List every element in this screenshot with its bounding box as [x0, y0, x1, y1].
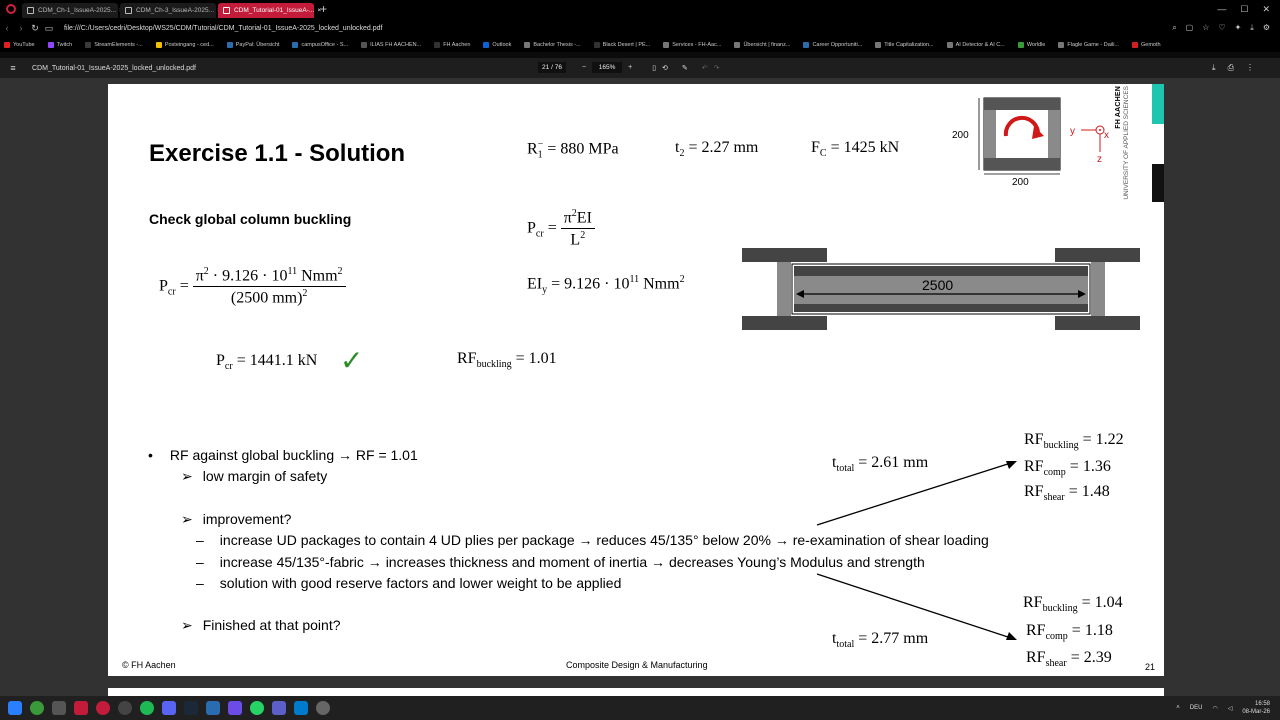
- option-1-t-total: 2.61 mm: [871, 454, 929, 471]
- tab-favicon-icon: [125, 7, 132, 14]
- download-icon[interactable]: ⤓: [1250, 23, 1254, 32]
- height-dim-label: 200: [952, 130, 969, 141]
- bookmark-label: Bachelor Thesis -...: [533, 42, 581, 48]
- bookmark-label: FH Aachen: [443, 42, 471, 48]
- checkmark-icon: ✓: [340, 344, 364, 377]
- download-pdf-icon[interactable]: ⤓: [1212, 63, 1216, 72]
- option-1-rf-buckling: $RF_{buckling} = 1.22$: [1024, 431, 1124, 452]
- pdf-filename: CDM_Tutorial-01_IssueA-2025_locked_unlocked.pdf: [32, 64, 196, 72]
- clock[interactable]: [1242, 700, 1270, 716]
- bookmark-item[interactable]: [1018, 42, 1046, 48]
- option-2-rf-shear: $RF_{shear} = 2.39$: [1026, 649, 1112, 670]
- formula-pcr-general: $P_{cr}$ = $\frac{\pi^2EI}{L^2}$: [527, 208, 595, 250]
- arrowhead-option-1-icon: [1006, 461, 1017, 469]
- option-arrows: [808, 454, 1038, 654]
- app-icon[interactable]: [206, 701, 220, 715]
- file-icon: ▭: [44, 22, 54, 33]
- eiy-exponent: 11: [629, 274, 640, 285]
- tab-title: CDM_Ch-1_IssueA-2025...: [38, 7, 117, 14]
- browser-logo-icon[interactable]: [6, 4, 16, 14]
- bookmark-label: Career Opportuniti...: [812, 42, 863, 48]
- option-1-rf-buckling-value: 1.22: [1095, 431, 1124, 448]
- undo-icon[interactable]: ↶: [701, 64, 708, 72]
- bookmark-favicon-icon: [48, 42, 54, 48]
- url-field[interactable]: file:///C:/Users/cedri/Desktop/WS25/CDM/Tutorial/CDM_Tutorial-01_IssueA-2025_locked_unlocked.pdf: [64, 24, 383, 32]
- pdf-toolbar: [0, 58, 1280, 78]
- footer-course: Composite Design & Manufacturing: [566, 660, 708, 670]
- xbox-icon[interactable]: [30, 701, 44, 715]
- back-icon[interactable]: ‹: [5, 23, 9, 33]
- left-top-clamp: [742, 248, 827, 262]
- whatsapp-icon[interactable]: [250, 701, 264, 715]
- left-end-plate: [777, 262, 791, 316]
- param-fc: $F_C = 1425$ kN: [811, 139, 900, 160]
- zoom-level[interactable]: 165%: [592, 62, 622, 73]
- arrowhead-option-2-icon: [1006, 632, 1017, 640]
- pcr-result: $P_{cr} = 1441.1$ kN: [216, 352, 318, 373]
- bookmark-favicon-icon: [156, 42, 162, 48]
- bookmark-label: Flagle Game - Daili...: [1067, 42, 1120, 48]
- left-web: [984, 110, 996, 158]
- new-tab-button[interactable]: +: [320, 2, 328, 16]
- vscode-icon[interactable]: [294, 701, 308, 715]
- bookmark-item[interactable]: [483, 42, 511, 48]
- bookmark-item[interactable]: [156, 42, 214, 48]
- heart-icon[interactable]: ♡: [1218, 23, 1226, 32]
- left-bottom-clamp: [742, 316, 827, 330]
- language-indicator[interactable]: DEU: [1189, 705, 1203, 711]
- z-axis-label: z: [1097, 154, 1102, 165]
- bookmark-favicon-icon: [1058, 42, 1064, 48]
- discord-icon[interactable]: [162, 701, 176, 715]
- tab-bar: [0, 0, 1280, 18]
- bookmark-icon[interactable]: ☆: [1202, 23, 1210, 32]
- zoom-icon[interactable]: ⌕: [1172, 23, 1177, 32]
- bookmark-favicon-icon: [875, 42, 881, 48]
- sub-bullet-3-text: Finished at that point?: [202, 617, 341, 633]
- dash-item-2: – increase 45/135°-fabric → increases thickness and moment of inertia → decreases Young’s Modulus and strength: [196, 554, 925, 570]
- extensions-icon[interactable]: ✦: [1234, 23, 1242, 32]
- app-icon[interactable]: [52, 701, 66, 715]
- bookmark-label: Übersicht | finanz...: [743, 42, 791, 48]
- spotify-icon[interactable]: [140, 701, 154, 715]
- bookmark-item[interactable]: [292, 42, 348, 48]
- bookmark-label: AI Detector & AI C...: [955, 42, 1005, 48]
- clock-date: 08-Mar-26: [1242, 709, 1270, 715]
- option-1-thickness: $t_{total} = 2.61$ mm: [832, 454, 929, 475]
- option-2-thickness: $t_{total} = 2.77$ mm: [832, 630, 929, 651]
- page-number-input[interactable]: [538, 62, 566, 73]
- menu-icon[interactable]: ≡: [10, 63, 16, 73]
- param-fc-value: 1425 kN: [843, 139, 900, 156]
- bottom-flange: [984, 158, 1060, 170]
- bookmark-label: YouTube: [13, 42, 35, 48]
- cross-section-diagram: [948, 92, 1118, 187]
- option-2-t-total: 2.77 mm: [871, 630, 929, 647]
- dash-item-1-text: increase UD packages to contain 4 UD plies per package → reduces 45/135° below 20% → re-examination of shear loading: [219, 532, 989, 548]
- maximize-icon[interactable]: ☐: [1240, 3, 1249, 14]
- logo-teal-bar: [1152, 84, 1164, 124]
- rf-buckling-value: 1.01: [528, 350, 557, 367]
- eiy-value: 9.126 · 10: [564, 275, 630, 293]
- bookmark-favicon-icon: [227, 42, 233, 48]
- bookmark-favicon-icon: [1132, 42, 1138, 48]
- app-icon[interactable]: [118, 701, 132, 715]
- app-icon[interactable]: [316, 701, 330, 715]
- close-window-icon[interactable]: ✕: [1262, 3, 1270, 14]
- print-icon[interactable]: ⎙: [1227, 63, 1234, 72]
- pcr-denominator: (2500 mm): [230, 289, 303, 307]
- bookmark-item[interactable]: [524, 42, 580, 48]
- dash-item-3-text: solution with good reserve factors and lower weight to be applied: [219, 575, 622, 591]
- minimize-icon[interactable]: —: [1217, 3, 1227, 14]
- top-flange: [984, 98, 1060, 110]
- option-1-rf-shear: $RF_{shear} = 1.48$: [1024, 483, 1110, 504]
- bookmark-item[interactable]: [361, 42, 421, 48]
- section-heading: Check global column buckling: [149, 211, 352, 227]
- width-dim-label: 200: [1012, 177, 1029, 188]
- bookmark-favicon-icon: [594, 42, 600, 48]
- forward-icon[interactable]: ›: [19, 23, 23, 33]
- tab[interactable]: [22, 3, 118, 18]
- origin-dot-icon: [1099, 129, 1101, 131]
- bookmark-item[interactable]: [434, 42, 470, 48]
- volume-icon[interactable]: ◁: [1227, 705, 1233, 712]
- dash-item-3: – solution with good reserve factors and lower weight to be applied: [196, 575, 622, 591]
- bookmark-favicon-icon: [292, 42, 298, 48]
- rf-buckling-result: $RF_{buckling} = 1.01$: [457, 350, 557, 371]
- column-side-diagram: [738, 244, 1148, 334]
- bookmark-favicon-icon: [663, 42, 669, 48]
- param-t2-value: 2.27 mm: [701, 139, 759, 156]
- x-axis-label: x: [1104, 130, 1109, 141]
- browser-icon[interactable]: [96, 701, 110, 715]
- bookmark-label: PayPal: Übersicht: [235, 42, 280, 48]
- bookmark-label: Worldle: [1026, 42, 1046, 48]
- formula-eiy: $EI_y = 9.126 \cdot 10^{11}$ Nmm$^2$: [527, 274, 685, 296]
- option-2-rf-shear-value: 2.39: [1083, 649, 1112, 666]
- bookmark-favicon-icon: [85, 42, 91, 48]
- bookmark-label: Black Desert | PE...: [602, 42, 651, 48]
- right-top-clamp: [1055, 248, 1140, 262]
- taskbar: [0, 696, 1280, 720]
- slide-title: Exercise 1.1 - Solution: [149, 140, 406, 167]
- bookmark-favicon-icon: [4, 42, 10, 48]
- bookmark-label: Twitch: [56, 42, 73, 48]
- logo-text-top: FH AACHEN: [1115, 86, 1122, 129]
- tab-favicon-icon: [27, 7, 34, 14]
- reload-icon[interactable]: ↻: [31, 22, 39, 33]
- page-total: / 76: [551, 64, 562, 71]
- bookmark-favicon-icon: [803, 42, 809, 48]
- bookmark-item[interactable]: [594, 42, 651, 48]
- redo-icon[interactable]: ↷: [713, 64, 720, 72]
- close-icon[interactable]: ×: [317, 7, 322, 14]
- pdf-page: [108, 84, 1164, 676]
- logo-text-bottom: UNIVERSITY OF APPLIED SCIENCES: [1123, 86, 1130, 200]
- pcr-result-value: 1441.1 kN: [249, 352, 318, 369]
- bookmark-item[interactable]: [1058, 42, 1119, 48]
- app-icon[interactable]: [74, 701, 88, 715]
- sub-bullet-2-text: improvement?: [202, 511, 292, 527]
- steam-icon[interactable]: [184, 701, 198, 715]
- bookmark-item[interactable]: [48, 42, 73, 48]
- bookmark-label: Services - FH-Aac...: [672, 42, 722, 48]
- bookmarks-bar: [0, 38, 1280, 52]
- bookmark-favicon-icon: [361, 42, 367, 48]
- pcr-numerator-unit: Nmm: [301, 267, 338, 285]
- pdf-viewer[interactable]: [0, 78, 1280, 696]
- option-2-rf-buckling-value: 1.04: [1094, 594, 1123, 611]
- bookmark-item[interactable]: [947, 42, 1005, 48]
- bookmark-favicon-icon: [524, 42, 530, 48]
- sub-bullet-1: ➢ low margin of safety: [181, 468, 328, 484]
- option-2-rf-comp-value: 1.18: [1084, 622, 1113, 639]
- page-current: 21: [542, 64, 550, 71]
- option-1-rf-shear-value: 1.48: [1081, 483, 1110, 500]
- param-r1-value: 880 MPa: [560, 140, 619, 158]
- bookmark-item[interactable]: [227, 42, 280, 48]
- more-icon[interactable]: ⋮: [1246, 63, 1254, 72]
- bookmark-label: Outlook: [492, 42, 512, 48]
- bookmark-item[interactable]: [1132, 42, 1161, 48]
- bookmark-favicon-icon: [434, 42, 440, 48]
- tab[interactable]: [120, 3, 216, 18]
- bullet-1-text: RF against global buckling → RF = 1.01: [169, 447, 418, 463]
- bookmark-favicon-icon: [734, 42, 740, 48]
- bookmark-favicon-icon: [483, 42, 489, 48]
- formula-pcr-computed: $P_{cr}$ = $\frac{\pi^2 \cdot 9.126 \cdot 10^{11} Nmm^2}{(2500 mm)^2}$: [159, 266, 346, 308]
- option-2-rf-comp: $RF_{comp} = 1.18$: [1026, 622, 1113, 643]
- length-dim-label: 2500: [922, 277, 954, 293]
- clock-time: 16:58: [1254, 701, 1270, 707]
- zoom-out-icon[interactable]: −: [582, 64, 587, 71]
- tab-title: CDM_Tutorial-01_IssueA-...: [234, 7, 315, 14]
- right-web: [1048, 110, 1060, 158]
- app-icon[interactable]: [228, 701, 242, 715]
- right-bottom-clamp: [1055, 316, 1140, 330]
- teams-icon[interactable]: [272, 701, 286, 715]
- footer-copyright: © FH Aachen: [122, 660, 176, 670]
- pcr-numerator-exponent: 11: [287, 266, 298, 277]
- bookmark-label: campusOffice - S...: [301, 42, 349, 48]
- option-2-rf-buckling: $RF_{buckling} = 1.04$: [1023, 594, 1123, 615]
- fit-page-icon[interactable]: ▯: [652, 64, 657, 72]
- dash-item-2-text: increase 45/135°-fabric → increases thickness and moment of inertia → decreases Young’s Modulus and strength: [219, 554, 925, 570]
- tab-favicon-icon: [223, 7, 230, 14]
- bookmark-favicon-icon: [947, 42, 953, 48]
- param-t2: $t_2 = 2.27$ mm: [675, 139, 759, 160]
- option-1-rf-comp-value: 1.36: [1082, 458, 1111, 475]
- sub-bullet-2: ➢ improvement?: [181, 511, 292, 527]
- bookmark-item[interactable]: [4, 42, 35, 48]
- rotate-icon[interactable]: ⟲: [662, 64, 668, 72]
- bookmark-label: Title Capitalization...: [884, 42, 934, 48]
- pcr-numerator-value: 9.126 · 10: [222, 267, 288, 285]
- start-icon[interactable]: [8, 701, 22, 715]
- zoom-in-icon[interactable]: +: [628, 64, 633, 71]
- sub-bullet-1-text: low margin of safety: [202, 468, 328, 484]
- param-r1: $R_1^- = 880$ MPa: [527, 139, 619, 161]
- right-end-plate: [1091, 262, 1105, 316]
- bookmark-item[interactable]: [803, 42, 862, 48]
- logo-black-bar: [1152, 164, 1164, 202]
- fh-aachen-logo: [1115, 86, 1145, 206]
- eiy-unit: Nmm: [643, 275, 680, 293]
- tab-active[interactable]: [218, 3, 322, 18]
- bookmark-favicon-icon: [1018, 42, 1024, 48]
- option-1-rf-comp: $RF_{comp} = 1.36$: [1024, 458, 1111, 479]
- bookmark-item[interactable]: [85, 42, 143, 48]
- settings-icon[interactable]: ⚙: [1262, 23, 1270, 32]
- bookmark-label: Posteingang - ced...: [164, 42, 214, 48]
- bookmark-item[interactable]: [875, 42, 933, 48]
- screenshot-icon[interactable]: ▢: [1185, 23, 1194, 32]
- tab-title: CDM_Ch-3_IssueA-2025...: [136, 7, 215, 14]
- footer-page-number: 21: [1145, 662, 1156, 672]
- bookmark-item[interactable]: [734, 42, 790, 48]
- bullet-1: • RF against global buckling → RF = 1.01: [148, 447, 418, 463]
- draw-icon[interactable]: ✎: [681, 64, 688, 72]
- wifi-icon[interactable]: ◠: [1212, 705, 1218, 712]
- address-bar: [0, 18, 1280, 38]
- column-bottom-skin: [794, 304, 1088, 312]
- sub-bullet-3: ➢ Finished at that point?: [181, 617, 341, 633]
- y-axis-label: y: [1070, 126, 1075, 137]
- bookmark-item[interactable]: [663, 42, 721, 48]
- bookmark-label: ILIAS FH AACHEN...: [370, 42, 422, 48]
- tray-chevron-icon[interactable]: ˄: [1176, 705, 1180, 711]
- column-top-skin: [794, 266, 1088, 276]
- bookmark-label: Gemoth: [1141, 42, 1161, 48]
- bookmark-label: StreamElements -...: [94, 42, 143, 48]
- dash-item-1: – increase UD packages to contain 4 UD plies per package → reduces 45/135° below 20% → re-examination of shear loading: [196, 532, 989, 548]
